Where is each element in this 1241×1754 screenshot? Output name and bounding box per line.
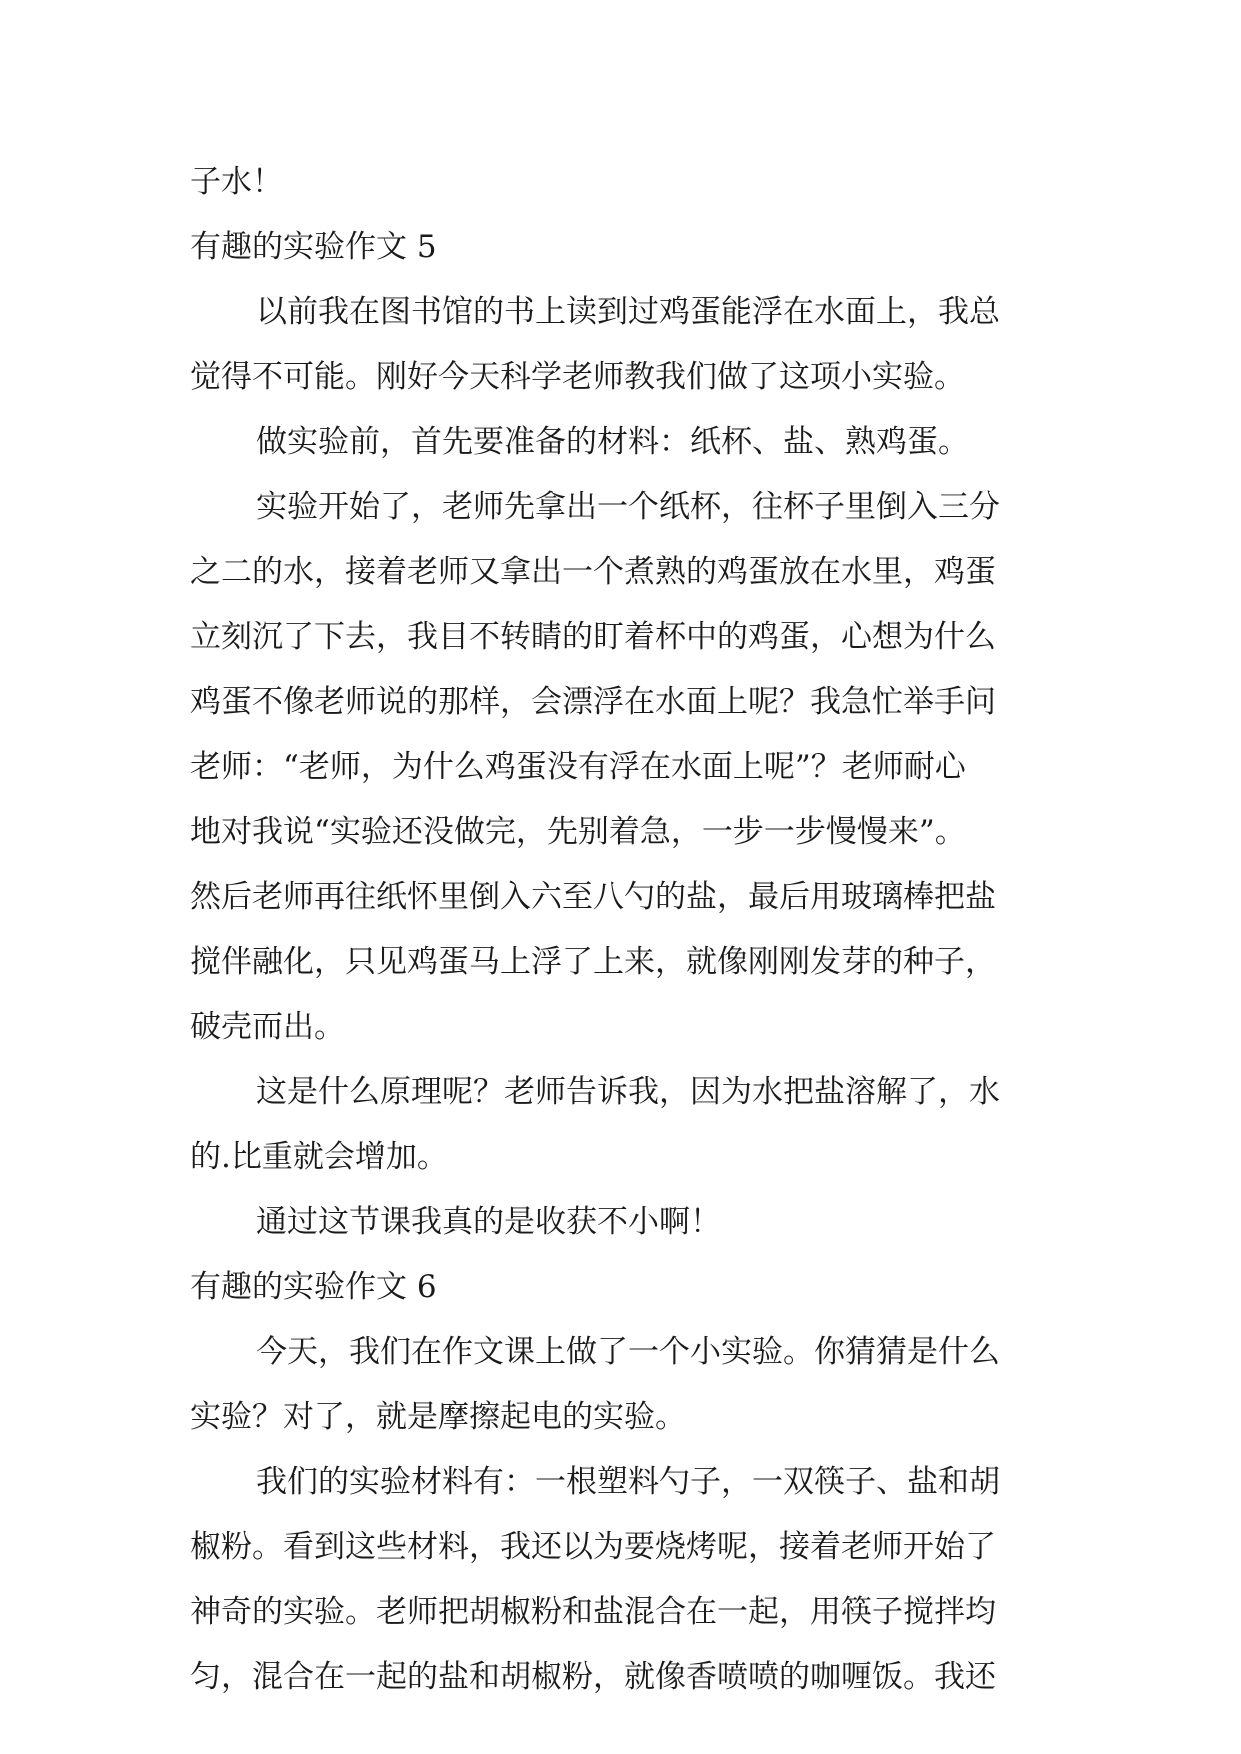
paragraph-line: 我们的实验材料有：一根塑料勺子，一双筷子、盐和胡 (256, 1464, 1000, 1500)
paragraph-line: 做实验前，首先要准备的材料：纸杯、盐、熟鸡蛋。 (256, 424, 969, 460)
paragraph-line: 实验开始了，老师先拿出一个纸杯，往杯子里倒入三分 (256, 489, 1000, 525)
paragraph-line: 匀，混合在一起的盐和胡椒粉，就像香喷喷的咖喱饭。我还 (190, 1659, 996, 1695)
paragraph-line: 觉得不可能。刚好今天科学老师教我们做了这项小实验。 (190, 359, 965, 395)
essay-heading-5: 有趣的实验作文 5 (190, 229, 437, 265)
paragraph-line: 破壳而出。 (190, 1009, 345, 1045)
paragraph-line: 地对我说“实验还没做完，先别着急，一步一步慢慢来”。 (190, 814, 966, 850)
paragraph-line: 实验？对了，就是摩擦起电的实验。 (190, 1399, 686, 1435)
paragraph-line: 神奇的实验。老师把胡椒粉和盐混合在一起，用筷子搅拌均 (190, 1594, 996, 1630)
paragraph-line: 通过这节课我真的是收获不小啊！ (256, 1204, 721, 1240)
text-line: 子水！ (190, 164, 283, 200)
paragraph-line: 然后老师再往纸怀里倒入六至八勺的盐，最后用玻璃棒把盐 (190, 879, 996, 915)
paragraph-line: 鸡蛋不像老师说的那样，会漂浮在水面上呢？我急忙举手问 (190, 684, 996, 720)
paragraph-line: 老师：“老师，为什么鸡蛋没有浮在水面上呢”？老师耐心 (190, 749, 966, 785)
paragraph-line: 椒粉。看到这些材料，我还以为要烧烤呢，接着老师开始了 (190, 1529, 996, 1565)
paragraph-line: 搅伴融化，只见鸡蛋马上浮了上来，就像刚刚发芽的种子， (190, 944, 996, 980)
paragraph-line: 之二的水，接着老师又拿出一个煮熟的鸡蛋放在水里，鸡蛋 (190, 554, 996, 590)
paragraph-line: 今天，我们在作文课上做了一个小实验。你猜猜是什么 (256, 1334, 1000, 1370)
paragraph-line: 立刻沉了下去，我目不转睛的盯着杯中的鸡蛋，心想为什么 (190, 619, 996, 655)
essay-heading-6: 有趣的实验作文 6 (190, 1269, 437, 1305)
paragraph-line: 以前我在图书馆的书上读到过鸡蛋能浮在水面上，我总 (256, 294, 1000, 330)
paragraph-line: 的.比重就会增加。 (190, 1139, 448, 1175)
paragraph-line: 这是什么原理呢？老师告诉我，因为水把盐溶解了，水 (256, 1074, 1000, 1110)
